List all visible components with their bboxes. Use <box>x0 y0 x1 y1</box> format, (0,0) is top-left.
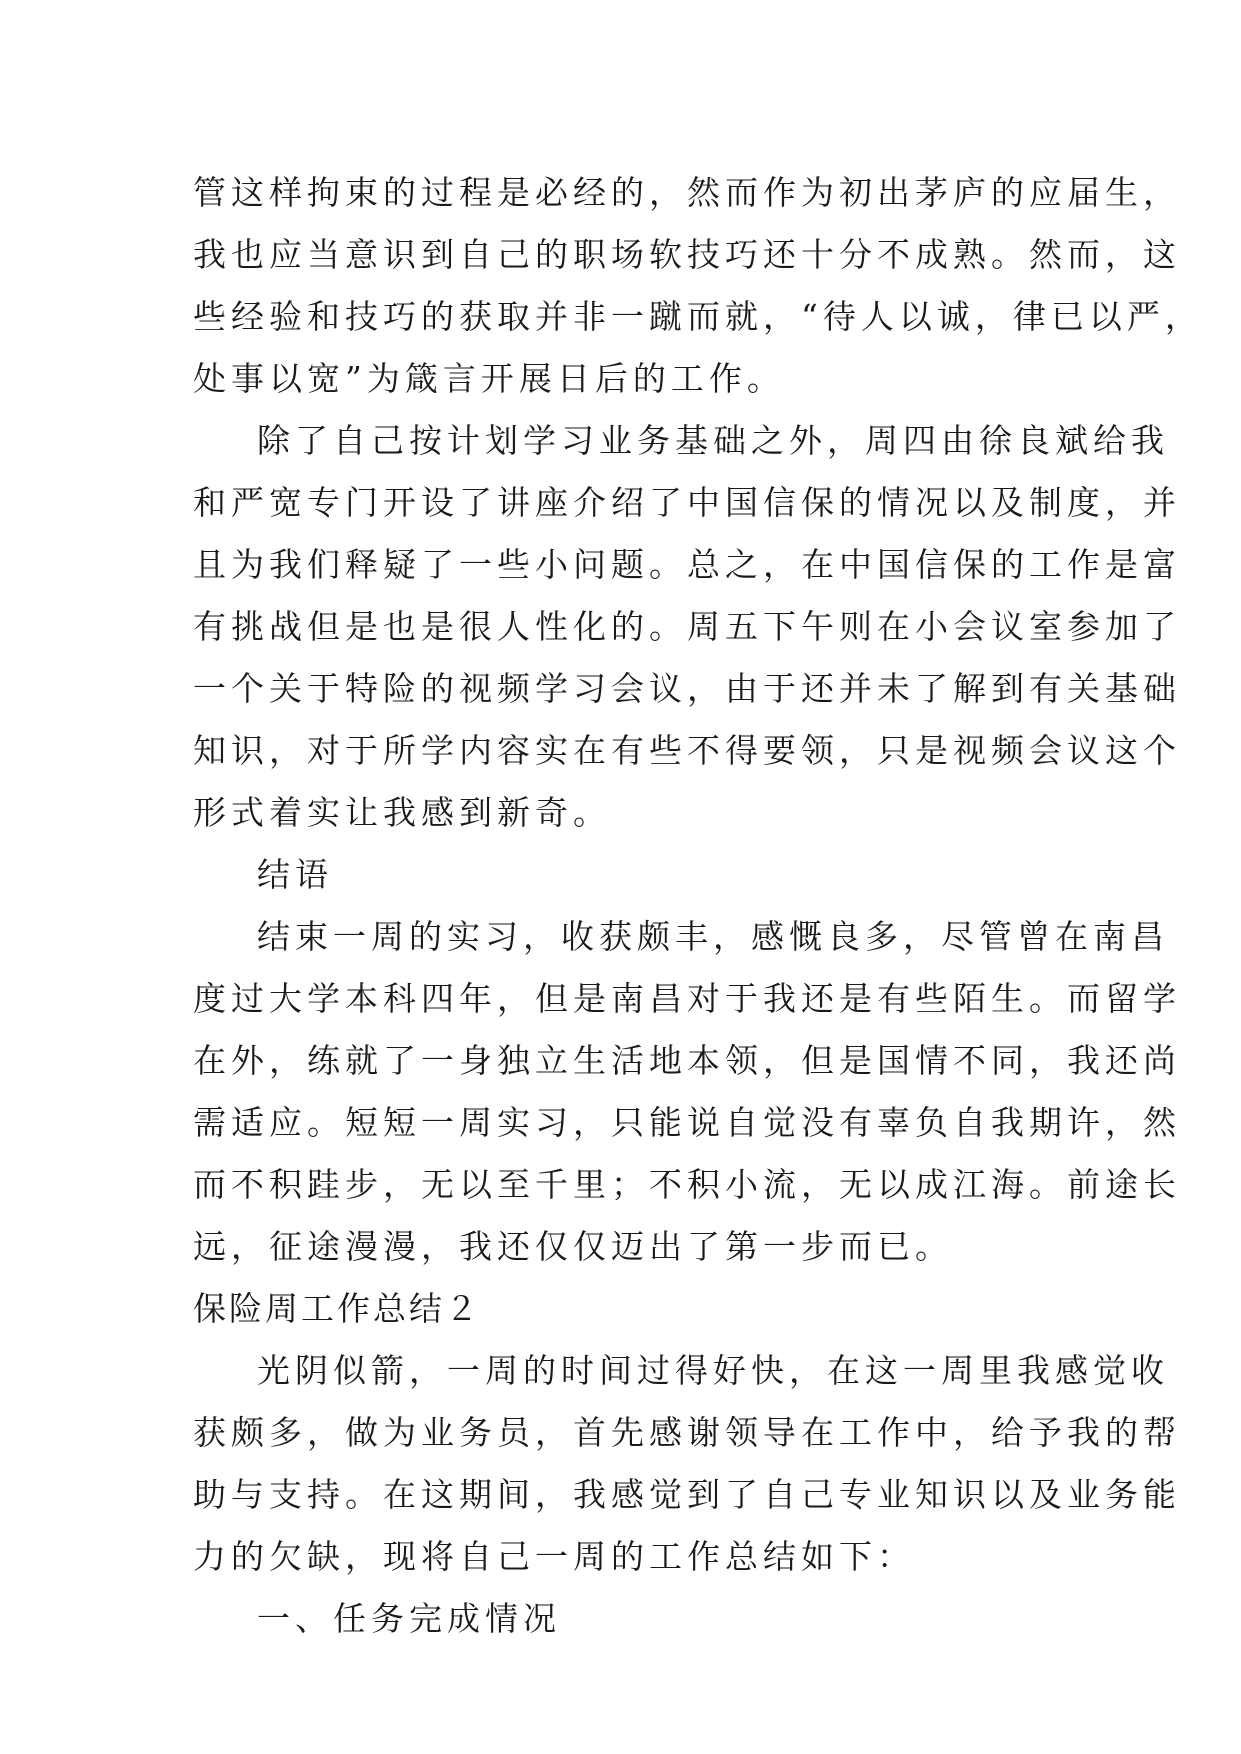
paragraph-line: 度过大学本科四年，但是南昌对于我还是有些陌生。而留学 <box>193 979 1181 1018</box>
paragraph-line: 和严宽专门开设了讲座介绍了中国信保的情况以及制度，并 <box>193 483 1181 522</box>
paragraph-line: 结语 <box>257 855 333 894</box>
document-body <box>193 162 1203 1650</box>
section-heading: 保险周工作总结２ <box>193 1289 481 1328</box>
paragraph-line: 我也应当意识到自己的职场软技巧还十分不成熟。然而，这 <box>193 235 1181 274</box>
paragraph-line: 些经验和技巧的获取并非一蹴而就，“待人以诚，律已以严， <box>193 297 1203 336</box>
paragraph-line: 一、任务完成情况 <box>257 1599 561 1638</box>
paragraph-line: 在外，练就了一身独立生活地本领，但是国情不同，我还尚 <box>193 1041 1181 1080</box>
paragraph-line: 光阴似箭，一周的时间过得好快，在这一周里我感觉收 <box>257 1351 1169 1390</box>
paragraph-line: 结束一周的实习，收获颇丰，感慨良多，尽管曾在南昌 <box>257 917 1169 956</box>
paragraph-line: 力的欠缺，现将自己一周的工作总结如下： <box>193 1537 915 1576</box>
paragraph-line: 而不积跬步，无以至千里；不积小流，无以成江海。前途长 <box>193 1165 1181 1204</box>
paragraph-line: 除了自己按计划学习业务基础之外，周四由徐良斌给我 <box>257 421 1169 460</box>
paragraph-line: 有挑战但是也是很人性化的。周五下午则在小会议室参加了 <box>193 607 1181 646</box>
paragraph-line: 远，征途漫漫，我还仅仅迈出了第一步而已。 <box>193 1227 953 1266</box>
paragraph-line: 形式着实让我感到新奇。 <box>193 793 611 832</box>
paragraph-line: 获颇多，做为业务员，首先感谢领导在工作中，给予我的帮 <box>193 1413 1181 1452</box>
paragraph-line: 需适应。短短一周实习，只能说自觉没有辜负自我期许，然 <box>193 1103 1181 1142</box>
paragraph-line: 处事以宽”为箴言开展日后的工作。 <box>193 359 785 398</box>
paragraph-line: 一个关于特险的视频学习会议，由于还并未了解到有关基础 <box>193 669 1181 708</box>
paragraph-line: 知识，对于所学内容实在有些不得要领，只是视频会议这个 <box>193 731 1181 770</box>
paragraph-line: 管这样拘束的过程是必经的，然而作为初出茅庐的应届生， <box>193 173 1181 212</box>
paragraph-line: 且为我们释疑了一些小问题。总之，在中国信保的工作是富 <box>193 545 1181 584</box>
paragraph-line: 助与支持。在这期间，我感觉到了自己专业知识以及业务能 <box>193 1475 1181 1514</box>
